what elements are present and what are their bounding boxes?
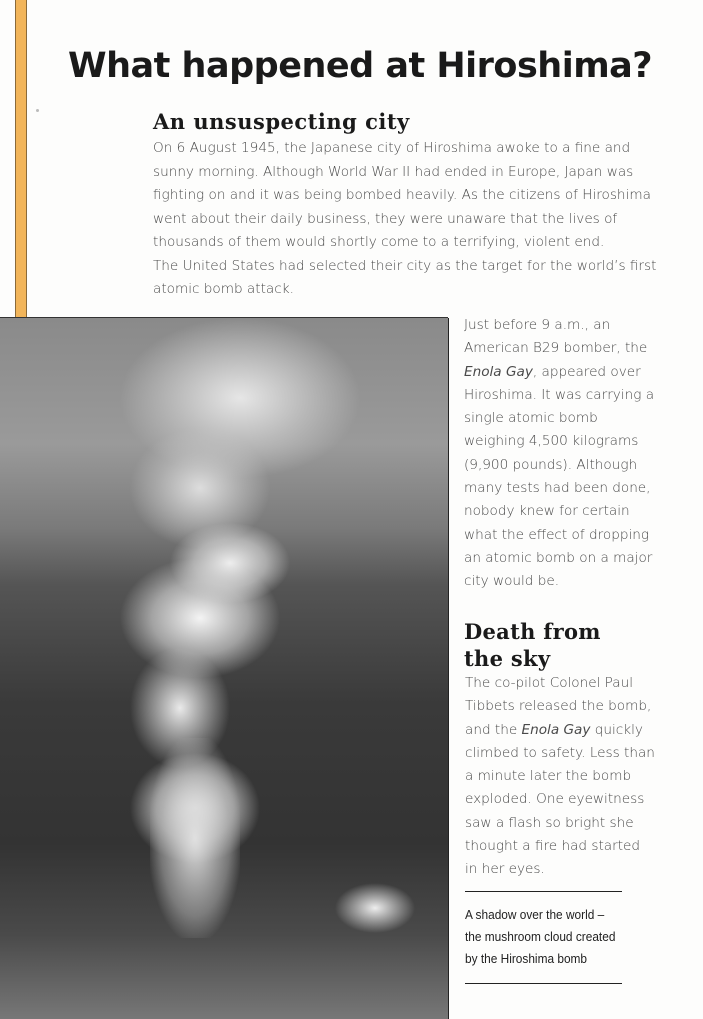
text-line — [464, 454, 654, 477]
text-line — [465, 788, 655, 811]
text-line — [464, 547, 654, 570]
text-segment: and the — [465, 721, 522, 738]
text-segment: saw a flash so bright she — [465, 814, 634, 831]
print-speck — [36, 109, 39, 112]
text-line — [464, 361, 654, 384]
text-line — [464, 524, 654, 547]
text-line — [153, 231, 656, 255]
text-segment: weighing 4,500 kilograms — [464, 433, 639, 450]
text-segment: nobody knew for certain — [464, 503, 630, 520]
text-segment: Just before 9 a.m., an — [464, 317, 611, 333]
text-line — [464, 337, 654, 360]
text-segment: quickly — [590, 721, 643, 738]
text-segment: city would be. — [464, 573, 560, 590]
intro-paragraph — [153, 137, 656, 302]
caption-line: A shadow over the world – — [465, 907, 605, 922]
page-title: What happened at Hiroshima? — [68, 46, 653, 86]
text-segment: , appeared over — [532, 363, 641, 380]
text-segment: fighting on and it was being bombed heavily. As the citizens of Hiroshima — [153, 187, 651, 203]
text-segment: atomic bomb attack. — [153, 281, 294, 297]
text-line — [465, 858, 655, 881]
text-line — [465, 719, 655, 742]
text-line — [153, 278, 656, 302]
text-line — [153, 208, 656, 232]
text-segment: The United States had selected their city as the target for the world’s first — [153, 257, 657, 274]
text-segment: thought a fire had started — [465, 838, 641, 855]
text-line — [465, 835, 655, 858]
text-line — [464, 407, 654, 430]
text-segment: what the effect of dropping — [464, 526, 650, 543]
text-segment: single atomic bomb — [464, 410, 598, 427]
section-heading-unsuspecting-city: An unsuspecting city — [153, 109, 410, 134]
italic-text: Enola Gay — [464, 363, 533, 380]
explosion-paragraph — [465, 672, 655, 882]
text-segment: thousands of them would shortly come to a terrifying, violent end. — [153, 234, 605, 250]
text-segment: many tests had been done, — [464, 480, 651, 497]
text-segment: On 6 August 1945, the Japanese city of Hiroshima awoke to a fine and — [153, 140, 631, 156]
section-heading-death-from-the-sky — [464, 618, 601, 672]
text-line — [153, 184, 656, 208]
text-line — [464, 384, 654, 407]
caption-line: by the Hiroshima bomb — [465, 951, 588, 966]
text-line — [464, 430, 654, 453]
text-segment: sunny morning. Although World War II had ended in Europe, Japan was — [153, 163, 634, 180]
text-segment: in her eyes. — [465, 861, 545, 878]
photo-top-rule — [0, 317, 448, 318]
caption-rule-top — [465, 891, 622, 892]
text-line — [153, 137, 656, 161]
text-line — [464, 477, 654, 500]
mushroom-cloud-photo — [0, 318, 449, 1019]
text-segment: American B29 bomber, the — [464, 340, 648, 357]
text-segment: an atomic bomb on a major — [464, 549, 653, 566]
text-segment: climbed to safety. Less than — [465, 744, 655, 761]
text-line — [464, 570, 654, 593]
text-line — [465, 742, 655, 765]
orange-margin-bar — [15, 0, 27, 318]
text-segment: exploded. One eyewitness — [465, 791, 645, 808]
cloud-stem — [150, 738, 240, 938]
text-segment: a minute later the bomb — [465, 768, 632, 785]
text-line — [465, 695, 655, 718]
heading-line: Death from — [464, 619, 601, 644]
text-line — [465, 812, 655, 835]
text-segment: (9,900 pounds). Although — [464, 456, 638, 473]
text-segment: Hiroshima. It was carrying a — [464, 386, 655, 403]
text-line — [465, 765, 655, 788]
text-line — [153, 161, 656, 185]
italic-text: Enola Gay — [521, 721, 591, 738]
text-line — [153, 255, 656, 279]
heading-line: the sky — [464, 646, 551, 671]
photo-caption — [465, 904, 615, 970]
bomber-paragraph — [464, 314, 654, 594]
caption-rule-bottom — [465, 983, 622, 984]
text-line — [464, 500, 654, 523]
text-segment: The co-pilot Colonel Paul — [465, 675, 633, 691]
text-line — [465, 672, 655, 695]
text-segment: Tibbets released the bomb, — [465, 698, 652, 715]
caption-line: the mushroom cloud created — [465, 929, 616, 944]
text-line — [464, 314, 654, 337]
text-segment: went about their daily business, they were unaware that the lives of — [153, 210, 618, 227]
